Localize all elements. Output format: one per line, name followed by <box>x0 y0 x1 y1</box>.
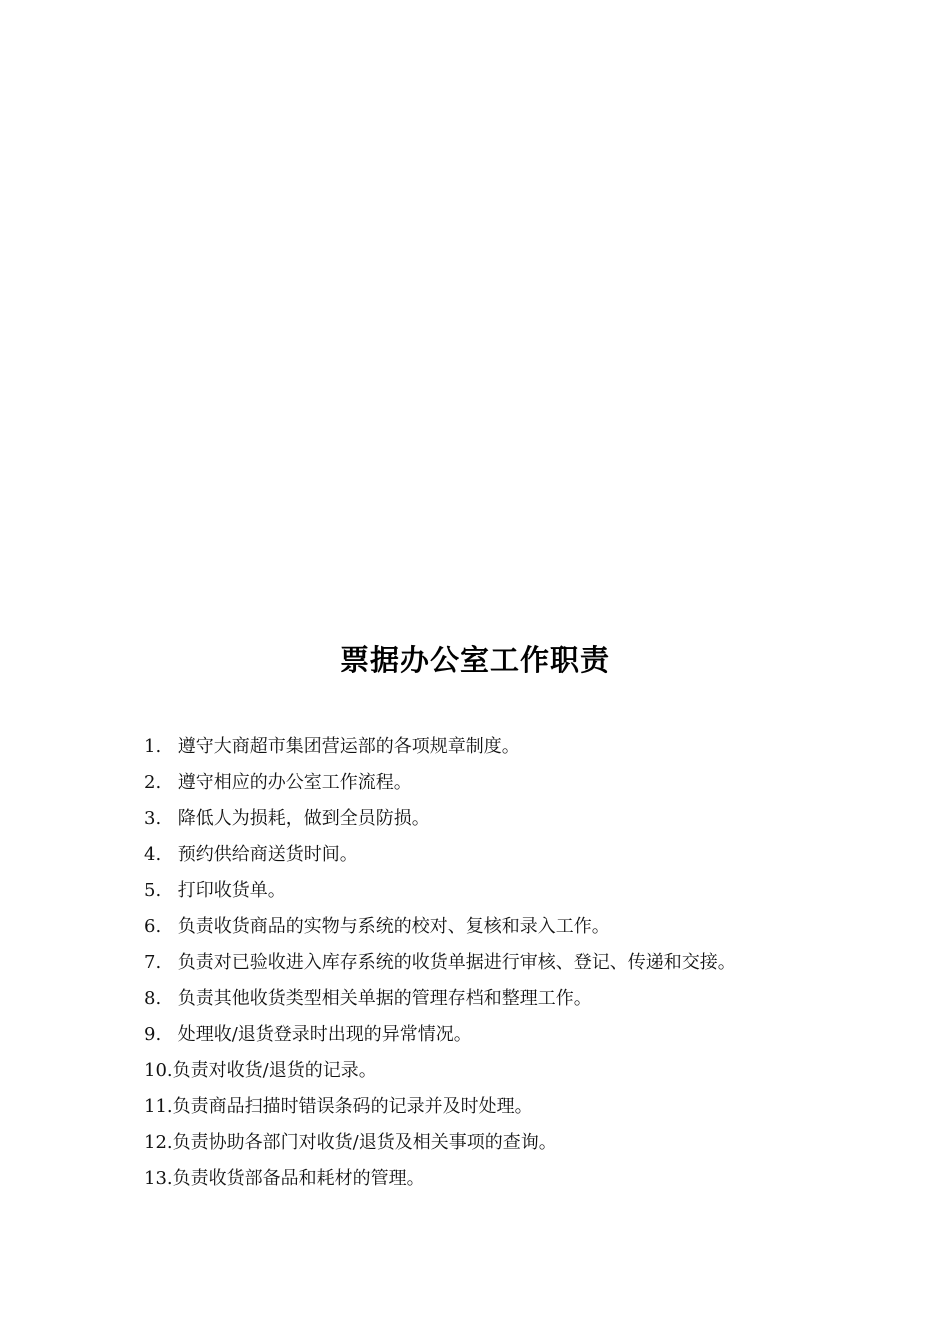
item-text: 负责对已验收进入库存系统的收货单据进行审核、登记、传递和交接。 <box>177 952 736 973</box>
list-item <box>144 1053 864 1089</box>
item-text: 打印收货单。 <box>177 880 286 901</box>
item-number: 5. <box>144 880 162 901</box>
item-number: 9. <box>144 1024 162 1045</box>
item-number: 7. <box>144 952 162 973</box>
item-number: 13. <box>144 1168 173 1189</box>
document-title: 票据办公室工作职责 <box>339 643 610 677</box>
item-number: 8. <box>144 988 162 1009</box>
item-number: 1. <box>144 736 162 757</box>
list-item <box>144 1017 864 1053</box>
item-number: 6. <box>144 916 162 937</box>
item-number: 12. <box>144 1132 173 1153</box>
item-text: 负责商品扫描时错误条码的记录并及时处理。 <box>172 1096 533 1117</box>
item-number: 10. <box>144 1060 173 1081</box>
list-item <box>144 729 864 765</box>
list-item <box>144 801 864 837</box>
item-text: 处理收/退货登录时出现的异常情况。 <box>177 1024 472 1045</box>
list-item <box>144 981 864 1017</box>
item-text: 预约供给商送货时间。 <box>177 844 358 865</box>
item-number: 3. <box>144 808 162 829</box>
item-text: 负责其他收货类型相关单据的管理存档和整理工作。 <box>177 988 592 1009</box>
list-item <box>144 909 864 945</box>
duty-list <box>144 729 864 1197</box>
item-text: 负责收货商品的实物与系统的校对、复核和录入工作。 <box>177 916 610 937</box>
item-number: 11. <box>144 1096 173 1117</box>
list-item <box>144 1089 864 1125</box>
item-text: 负责对收货/退货的记录。 <box>172 1060 377 1081</box>
list-item <box>144 1161 864 1197</box>
item-text: 负责收货部备品和耗材的管理。 <box>172 1168 425 1189</box>
item-text: 遵守大商超市集团营运部的各项规章制度。 <box>177 736 520 757</box>
item-number: 2. <box>144 772 162 793</box>
item-text: 遵守相应的办公室工作流程。 <box>177 772 412 793</box>
item-text: 降低人为损耗，做到全员防损。 <box>177 808 430 829</box>
list-item <box>144 945 864 981</box>
list-item <box>144 837 864 873</box>
list-item <box>144 765 864 801</box>
item-text: 负责协助各部门对收货/退货及相关事项的查询。 <box>172 1132 557 1153</box>
list-item <box>144 873 864 909</box>
list-item <box>144 1125 864 1161</box>
item-number: 4. <box>144 844 162 865</box>
